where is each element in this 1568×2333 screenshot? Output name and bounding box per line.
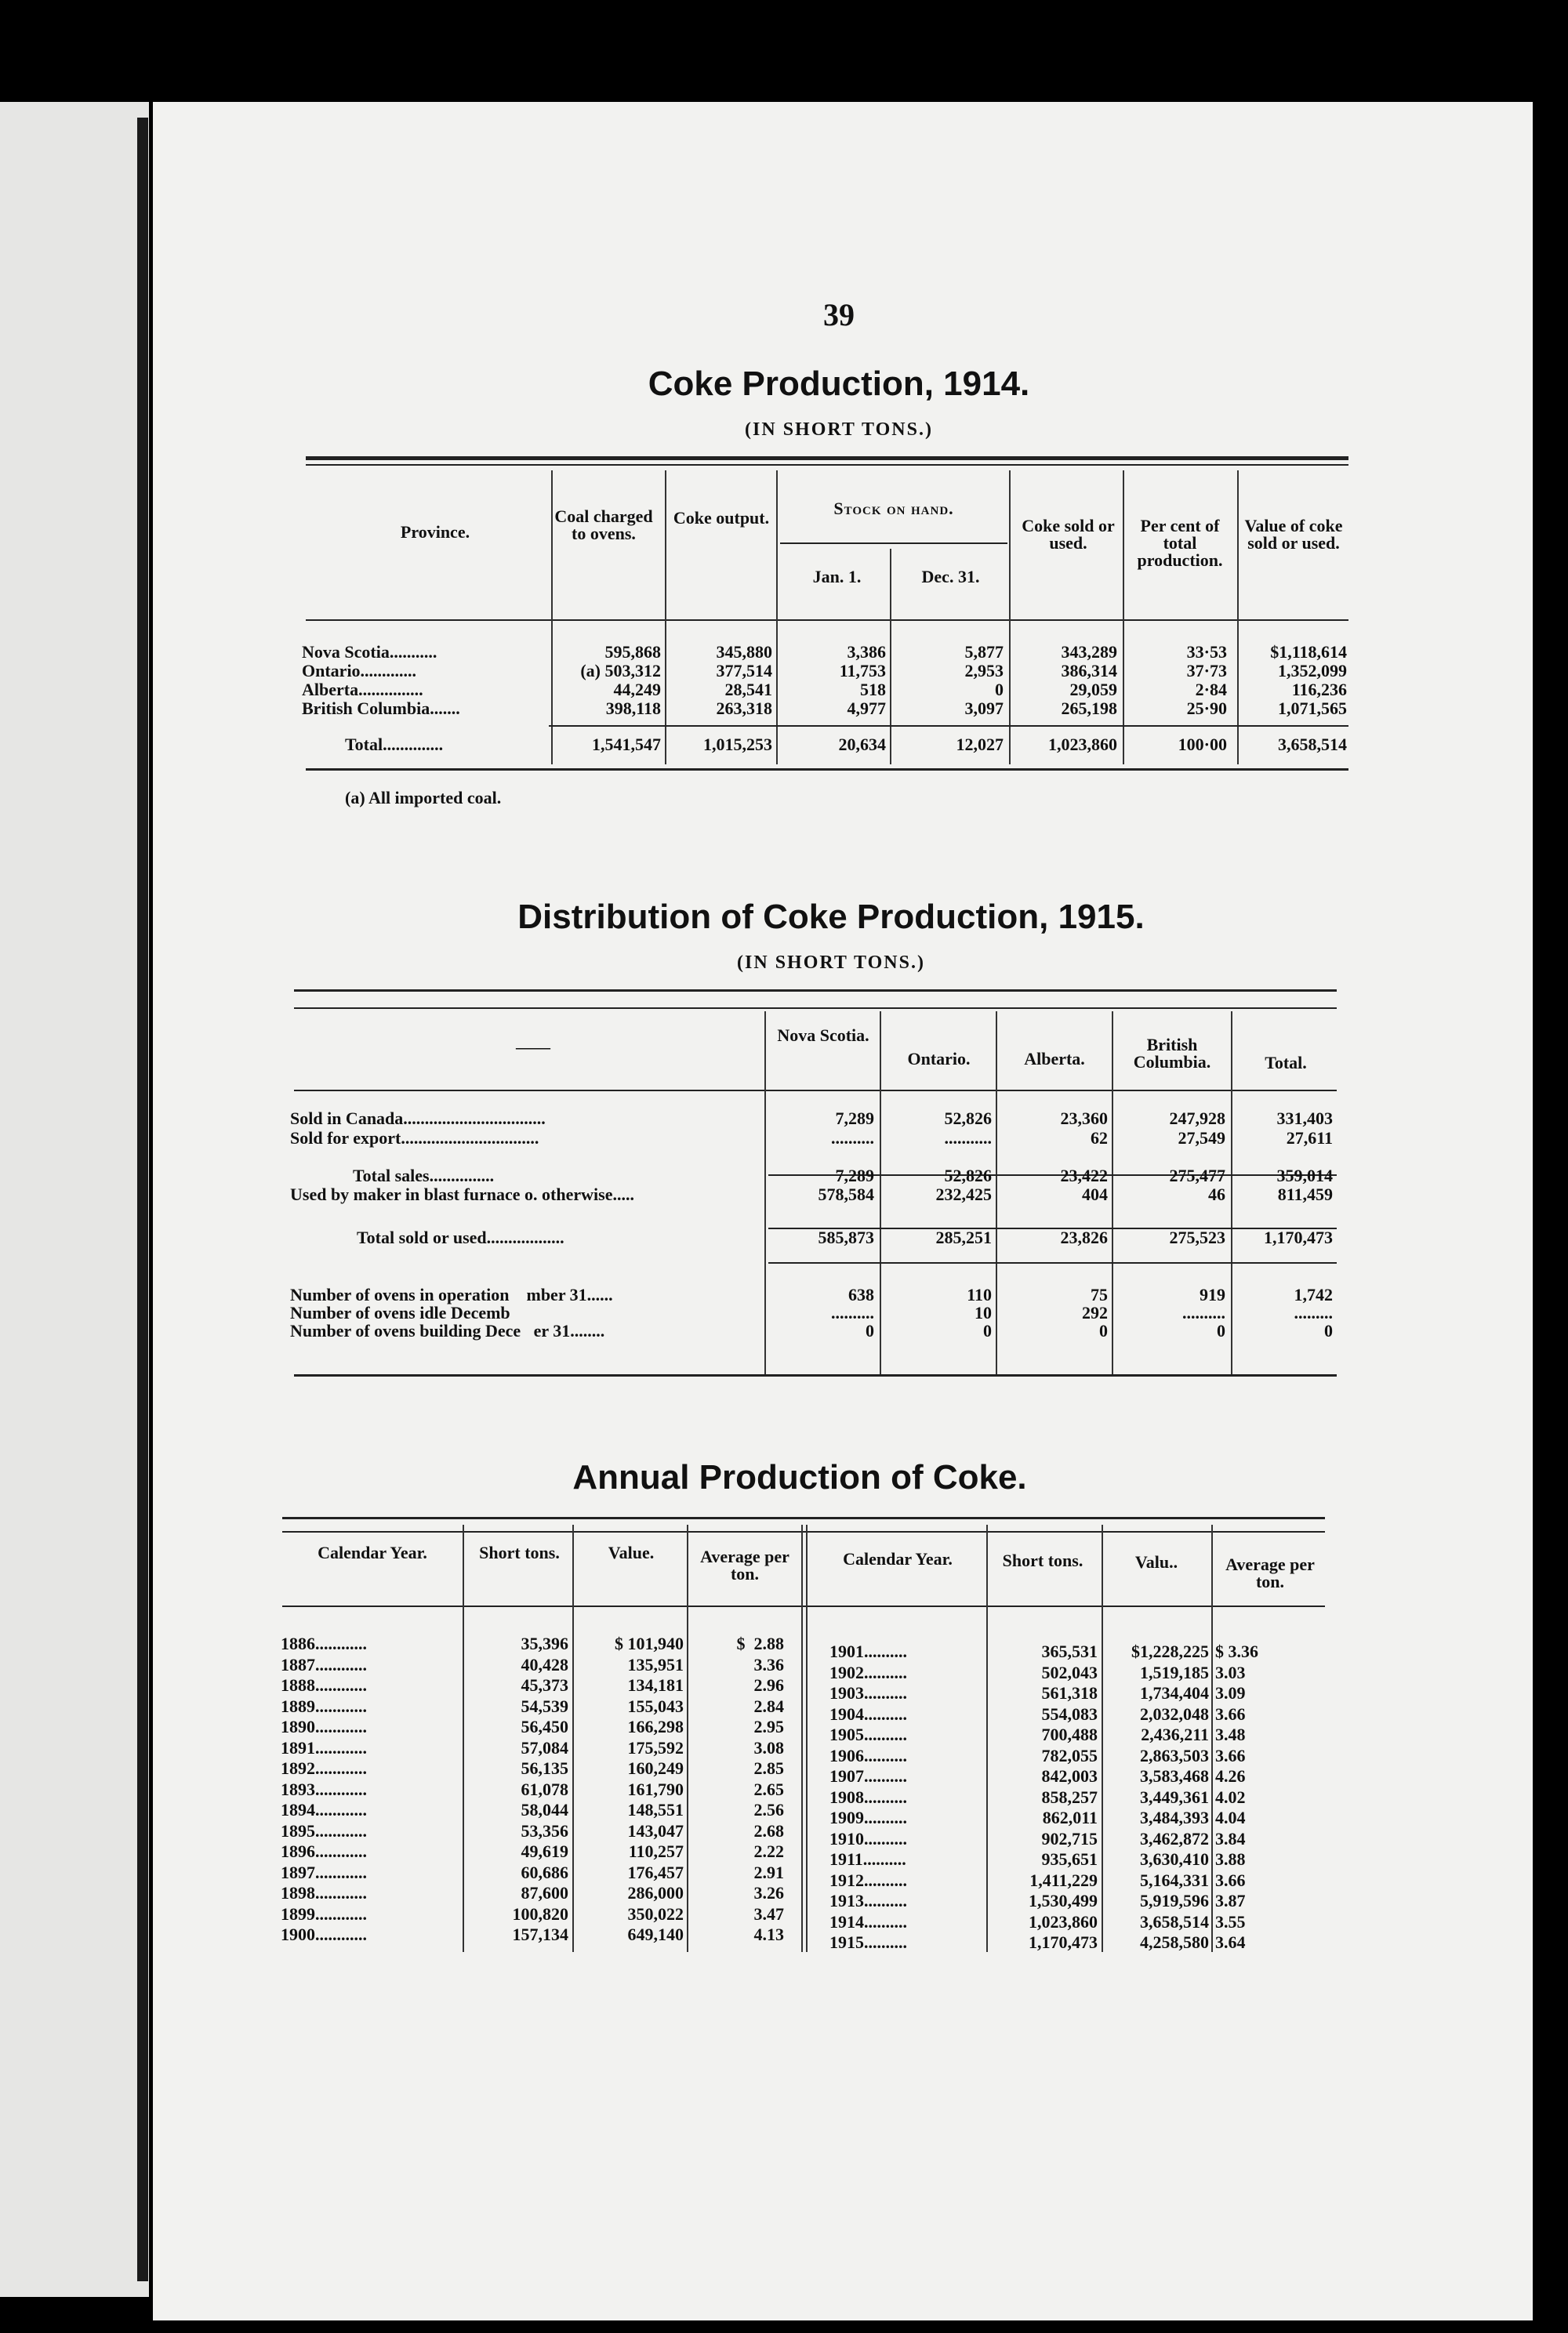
t2-on: 10 xyxy=(975,1303,992,1323)
t3-tons: 100,820 xyxy=(512,1903,568,1924)
t2-header-ns: Nova Scotia. xyxy=(777,1025,869,1045)
t1-pct: 37·73 xyxy=(1186,661,1227,680)
t1-header-stock: Stock on hand. xyxy=(833,499,954,518)
t1-stock-rule xyxy=(780,542,1007,544)
t3-value: 4,258,580 xyxy=(1140,1932,1209,1952)
t3-value: 5,164,331 xyxy=(1140,1870,1209,1890)
t1-total-rule xyxy=(549,725,1348,727)
t3-value: 160,249 xyxy=(627,1758,684,1778)
t2-row-label: Number of ovens building Dece er 31........ xyxy=(290,1321,605,1341)
t3-avg: $ 2.88 xyxy=(736,1634,784,1653)
table2-subtitle: (IN SHORT TONS.) xyxy=(737,952,925,973)
t2-on: 232,425 xyxy=(935,1185,992,1204)
t3-tons: 87,600 xyxy=(521,1883,568,1903)
table1-top-rule xyxy=(306,456,1348,460)
t3-avg: 3.84 xyxy=(1215,1828,1246,1849)
t1-sold: 29,059 xyxy=(1069,680,1117,699)
t2-total: 811,459 xyxy=(1277,1185,1333,1204)
t3-value: $1,228,225 xyxy=(1131,1642,1209,1661)
t2-row-label: Used by maker in blast furnace o. otherwise..... xyxy=(290,1185,634,1204)
t3-year: 1902.......... xyxy=(829,1662,907,1682)
t3-avg: 3.66 xyxy=(1215,1745,1246,1765)
t3-year: 1894............ xyxy=(281,1800,367,1820)
t3-tons: 56,450 xyxy=(521,1717,568,1736)
t3-tons: 61,078 xyxy=(521,1779,568,1799)
t3-avg: 2.56 xyxy=(753,1800,784,1820)
t3-avg: $ 3.36 xyxy=(1215,1642,1258,1661)
t3-value: 176,457 xyxy=(627,1862,684,1882)
t3-tons: 40,428 xyxy=(521,1654,568,1674)
t3-tons: 842,003 xyxy=(1041,1766,1098,1786)
t1-total-pct: 100·00 xyxy=(1178,735,1227,754)
t3-value: 2,032,048 xyxy=(1140,1703,1209,1724)
t1-province: Ontario............. xyxy=(302,661,426,680)
t1-value: 1,071,565 xyxy=(1278,698,1347,718)
t2-header-total: Total. xyxy=(1265,1053,1307,1072)
t1-header-province: Province. xyxy=(400,522,470,542)
t2-row-label: Number of ovens in operation mber 31...... xyxy=(290,1285,613,1304)
t1-value: 116,236 xyxy=(1291,680,1347,699)
t1-dec: 5,877 xyxy=(964,642,1004,662)
t3-year: 1897............ xyxy=(281,1862,367,1882)
t2-ns: 7,289 xyxy=(835,1166,874,1185)
t2-total: 1,742 xyxy=(1294,1285,1333,1304)
t3-year: 1906.......... xyxy=(829,1745,907,1765)
t3-avg: 3.36 xyxy=(753,1654,784,1674)
t3-value: 3,449,361 xyxy=(1140,1787,1209,1807)
t3-avg: 4.02 xyxy=(1215,1787,1246,1807)
t2-ns: 7,289 xyxy=(835,1108,874,1128)
t1-total-label: Total.............. xyxy=(345,735,444,754)
t1-coal: 44,249 xyxy=(613,680,661,699)
book-spine xyxy=(137,118,148,2281)
t2-ns: 0 xyxy=(866,1321,874,1341)
t3-avg: 3.08 xyxy=(753,1737,784,1758)
t3-value: 2,436,211 xyxy=(1141,1725,1209,1744)
table3-title: Annual Production of Coke. xyxy=(572,1458,1027,1497)
t3-value: 3,630,410 xyxy=(1140,1849,1209,1869)
t3-value: 286,000 xyxy=(627,1883,684,1903)
t2-total: ......... xyxy=(1294,1303,1333,1323)
t3-tons: 58,044 xyxy=(521,1800,568,1820)
t3-header-year-left: Calendar Year. xyxy=(318,1543,427,1562)
t2-bc: 275,523 xyxy=(1169,1228,1225,1247)
t2-on: 52,826 xyxy=(944,1108,992,1128)
t1-province: Alberta............... xyxy=(302,680,423,699)
facing-page xyxy=(0,102,149,2297)
t2-ns: .......... xyxy=(831,1303,874,1323)
t3-tons: 935,651 xyxy=(1041,1849,1098,1869)
t3-value: 166,298 xyxy=(627,1717,684,1736)
t3-header-value-right: Valu.. xyxy=(1134,1552,1178,1572)
t2-total: 331,403 xyxy=(1276,1108,1333,1128)
t3-tons: 700,488 xyxy=(1041,1725,1098,1744)
t1-header-jan: Jan. 1. xyxy=(812,567,862,586)
t3-header-tons-left: Short tons. xyxy=(479,1543,560,1562)
t3-avg: 3.55 xyxy=(1215,1911,1246,1932)
t3-header-year-right: Calendar Year. xyxy=(843,1549,953,1569)
t1-coal: 398,118 xyxy=(605,698,661,718)
t2-bc: 919 xyxy=(1200,1285,1225,1304)
t2-ns: 578,584 xyxy=(818,1185,874,1204)
t1-total-dec: 12,027 xyxy=(956,735,1004,754)
t2-row-label: Sold for export................................ xyxy=(290,1128,539,1148)
t2-total: 27,611 xyxy=(1286,1128,1333,1148)
t1-coke: 345,880 xyxy=(716,642,772,662)
t3-tons: 862,011 xyxy=(1042,1808,1098,1827)
t3-value: 161,790 xyxy=(627,1779,684,1799)
t2-bc: 275,477 xyxy=(1169,1166,1225,1185)
t3-value: 3,658,514 xyxy=(1140,1911,1209,1932)
t3-tons: 35,396 xyxy=(521,1634,568,1653)
t3-tons: 57,084 xyxy=(521,1737,568,1758)
t1-province: British Columbia....... xyxy=(302,698,460,718)
t3-avg: 2.65 xyxy=(753,1779,784,1799)
t3-tons: 1,170,473 xyxy=(1029,1932,1098,1952)
t1-header-pct: Per cent of total production. xyxy=(1137,516,1223,570)
t2-on: 110 xyxy=(967,1285,992,1304)
t3-value: 110,257 xyxy=(628,1841,684,1861)
t1-jan: 4,977 xyxy=(847,698,886,718)
t2-ab: 75 xyxy=(1091,1285,1108,1304)
t3-value: 134,181 xyxy=(627,1675,684,1695)
t3-avg: 4.13 xyxy=(753,1925,784,1944)
t3-value: 350,022 xyxy=(627,1903,684,1924)
t2-ab: 62 xyxy=(1091,1128,1108,1148)
t3-avg: 3.87 xyxy=(1215,1891,1246,1910)
table1-subtitle: (IN SHORT TONS.) xyxy=(745,419,933,440)
t2-ns: 585,873 xyxy=(818,1228,874,1247)
t3-year: 1900............ xyxy=(281,1925,367,1944)
t1-total-sold: 1,023,860 xyxy=(1048,735,1117,754)
t2-header-bc: British Columbia. xyxy=(1133,1035,1211,1072)
t2-on: ........... xyxy=(944,1128,992,1148)
t1-header-rule xyxy=(306,619,1348,621)
t3-avg: 3.48 xyxy=(1215,1725,1246,1744)
t1-header-coal: Coal charged to ovens. xyxy=(554,506,653,543)
t2-total: 359,014 xyxy=(1276,1166,1333,1185)
table1-title: Coke Production, 1914. xyxy=(648,365,1030,403)
t3-year: 1913.......... xyxy=(829,1891,907,1910)
t1-sold: 386,314 xyxy=(1061,661,1117,680)
t3-value: 5,919,596 xyxy=(1140,1891,1209,1910)
t1-dec: 3,097 xyxy=(964,698,1004,718)
t1-coal: 595,868 xyxy=(604,642,661,662)
t2-header-ab: Alberta. xyxy=(1024,1049,1085,1069)
t1-pct: 25·90 xyxy=(1186,698,1227,718)
t3-tons: 554,083 xyxy=(1041,1703,1098,1724)
t1-header-sold: Coke sold or used. xyxy=(1022,516,1115,553)
t3-avg: 3.66 xyxy=(1215,1870,1246,1890)
t3-year: 1887............ xyxy=(281,1654,367,1674)
t3-tons: 53,356 xyxy=(521,1820,568,1841)
t3-year: 1892............ xyxy=(281,1758,367,1778)
t3-year: 1889............ xyxy=(281,1696,367,1716)
t2-bc: 46 xyxy=(1208,1185,1225,1204)
t3-value: 1,519,185 xyxy=(1140,1662,1209,1682)
t3-value: 1,734,404 xyxy=(1140,1683,1209,1703)
t3-header-avg-right: Average per ton. xyxy=(1225,1555,1315,1591)
t1-total-coke: 1,015,253 xyxy=(703,735,772,754)
t3-tons: 365,531 xyxy=(1041,1642,1098,1661)
t2-ns: .......... xyxy=(831,1128,874,1148)
t1-total-value: 3,658,514 xyxy=(1278,735,1347,754)
t3-avg: 2.68 xyxy=(753,1820,784,1841)
table2-title: Distribution of Coke Production, 1915. xyxy=(517,898,1145,936)
t3-year: 1911.......... xyxy=(829,1849,906,1869)
t3-tons: 1,023,860 xyxy=(1029,1911,1098,1932)
t1-coke: 377,514 xyxy=(716,661,772,680)
table1-top-rule-thin xyxy=(306,464,1348,466)
t3-value: 143,047 xyxy=(627,1820,684,1841)
t1-header-coke: Coke output. xyxy=(673,508,770,528)
t2-on: 285,251 xyxy=(935,1228,992,1247)
t1-pct: 2·84 xyxy=(1195,680,1227,699)
t1-sold: 343,289 xyxy=(1061,642,1117,662)
t1-jan: 3,386 xyxy=(847,642,886,662)
page-number: 39 xyxy=(823,297,855,332)
t3-tons: 502,043 xyxy=(1041,1662,1098,1682)
t1-footnote: (a) All imported coal. xyxy=(345,788,502,807)
t1-dec: 2,953 xyxy=(964,661,1004,680)
t3-avg: 3.03 xyxy=(1215,1662,1246,1682)
t3-value: 135,951 xyxy=(627,1654,684,1674)
t3-year: 1901.......... xyxy=(829,1642,907,1661)
t3-year: 1888............ xyxy=(281,1675,367,1695)
t2-ns: 638 xyxy=(848,1285,874,1304)
t3-year: 1898............ xyxy=(281,1883,367,1903)
t2-header-dash: —— xyxy=(516,1037,550,1057)
t3-tons: 157,134 xyxy=(512,1925,568,1944)
t2-on: 0 xyxy=(983,1321,992,1341)
t3-year: 1903.......... xyxy=(829,1683,907,1703)
t3-avg: 3.66 xyxy=(1215,1703,1246,1724)
t3-tons: 1,411,229 xyxy=(1029,1870,1098,1890)
t3-value: 3,484,393 xyxy=(1140,1808,1209,1827)
t1-total-coal: 1,541,547 xyxy=(592,735,661,754)
t1-bottom-rule xyxy=(306,768,1348,771)
t3-tons: 54,539 xyxy=(521,1696,568,1716)
t3-tons: 561,318 xyxy=(1041,1683,1098,1703)
t3-avg: 2.85 xyxy=(753,1758,784,1778)
t1-jan: 11,753 xyxy=(839,661,886,680)
t1-jan: 518 xyxy=(860,680,886,699)
t2-ab: 0 xyxy=(1099,1321,1108,1341)
t1-province: Nova Scotia........... xyxy=(302,642,437,662)
t3-year: 1896............ xyxy=(281,1841,367,1861)
t3-avg: 4.04 xyxy=(1215,1808,1246,1827)
t3-value: 3,583,468 xyxy=(1140,1766,1209,1786)
t3-value: 175,592 xyxy=(627,1737,684,1758)
t2-row-label: Total sales............... xyxy=(353,1166,495,1185)
t3-year: 1915.......... xyxy=(829,1932,907,1952)
t2-on: 52,826 xyxy=(944,1166,992,1185)
t1-sold: 265,198 xyxy=(1061,698,1117,718)
t3-avg: 2.91 xyxy=(753,1862,784,1882)
t1-total-jan: 20,634 xyxy=(838,735,886,754)
t2-ab: 23,422 xyxy=(1060,1166,1108,1185)
t3-tons: 45,373 xyxy=(521,1675,568,1695)
t2-header-on: Ontario. xyxy=(907,1049,971,1069)
t3-year: 1886............ xyxy=(281,1634,367,1653)
t3-year: 1912.......... xyxy=(829,1870,907,1890)
t3-tons: 56,135 xyxy=(521,1758,568,1778)
t3-year: 1908.......... xyxy=(829,1787,907,1807)
t3-avg: 2.22 xyxy=(753,1841,784,1861)
t1-header-value: Value of coke sold or used. xyxy=(1244,516,1343,553)
t1-coke: 263,318 xyxy=(716,698,772,718)
t3-tons: 60,686 xyxy=(521,1862,568,1882)
t2-ab: 23,360 xyxy=(1060,1108,1108,1128)
t2-row-label: Number of ovens idle Decemb xyxy=(290,1303,532,1323)
t2-total: 1,170,473 xyxy=(1264,1228,1333,1247)
t3-avg: 2.95 xyxy=(753,1717,784,1736)
t3-avg: 2.84 xyxy=(753,1696,784,1716)
t1-coal: (a) 503,312 xyxy=(580,661,661,680)
t3-avg: 3.64 xyxy=(1215,1932,1246,1952)
t3-year: 1910.......... xyxy=(829,1828,907,1849)
t3-tons: 782,055 xyxy=(1041,1745,1098,1765)
t2-row-label: Total sold or used.................. xyxy=(357,1228,564,1247)
t3-avg: 2.96 xyxy=(753,1675,784,1695)
t3-year: 1891............ xyxy=(281,1737,367,1758)
t2-row-label: Sold in Canada................................. xyxy=(290,1108,546,1128)
t1-value: 1,352,099 xyxy=(1278,661,1347,680)
t3-year: 1914.......... xyxy=(829,1911,907,1932)
t3-value: 148,551 xyxy=(627,1800,684,1820)
t3-year: 1890............ xyxy=(281,1717,367,1736)
t3-year: 1904.......... xyxy=(829,1703,907,1724)
t2-ab: 23,826 xyxy=(1060,1228,1108,1247)
t2-bc: .......... xyxy=(1182,1303,1225,1323)
t3-tons: 858,257 xyxy=(1041,1787,1098,1807)
t1-value: $1,118,614 xyxy=(1270,642,1347,662)
t3-avg: 3.09 xyxy=(1215,1683,1246,1703)
t3-year: 1899............ xyxy=(281,1903,367,1924)
t3-year: 1907.......... xyxy=(829,1766,907,1786)
t3-year: 1905.......... xyxy=(829,1725,907,1744)
t3-value: 155,043 xyxy=(627,1696,684,1716)
t3-value: 2,863,503 xyxy=(1140,1745,1209,1765)
t3-value: 3,462,872 xyxy=(1140,1828,1209,1849)
t3-value: $ 101,940 xyxy=(615,1634,684,1653)
t3-header-value-left: Value. xyxy=(608,1543,655,1562)
t3-year: 1909.......... xyxy=(829,1808,907,1827)
t2-ab: 292 xyxy=(1082,1303,1108,1323)
t1-coke: 28,541 xyxy=(724,680,772,699)
t2-bc: 27,549 xyxy=(1178,1128,1225,1148)
t3-tons: 49,619 xyxy=(521,1841,568,1861)
t2-ab: 404 xyxy=(1082,1185,1108,1204)
t1-pct: 33·53 xyxy=(1186,642,1227,662)
t3-year: 1895............ xyxy=(281,1820,367,1841)
t2-bc: 0 xyxy=(1217,1321,1225,1341)
t1-header-dec: Dec. 31. xyxy=(921,567,980,586)
t1-dec: 0 xyxy=(995,680,1004,699)
t3-tons: 902,715 xyxy=(1041,1828,1098,1849)
t2-bc: 247,928 xyxy=(1169,1108,1225,1128)
t3-avg: 3.47 xyxy=(753,1903,784,1924)
t3-avg: 3.88 xyxy=(1215,1849,1246,1869)
t3-header-avg-left: Average per ton. xyxy=(700,1547,789,1584)
t3-tons: 1,530,499 xyxy=(1029,1891,1098,1910)
t2-total: 0 xyxy=(1324,1321,1333,1341)
t3-year: 1893............ xyxy=(281,1779,367,1799)
t3-header-tons-right: Short tons. xyxy=(1002,1551,1083,1570)
t3-value: 649,140 xyxy=(627,1925,684,1944)
t3-avg: 4.26 xyxy=(1215,1766,1246,1786)
t3-avg: 3.26 xyxy=(753,1883,784,1903)
